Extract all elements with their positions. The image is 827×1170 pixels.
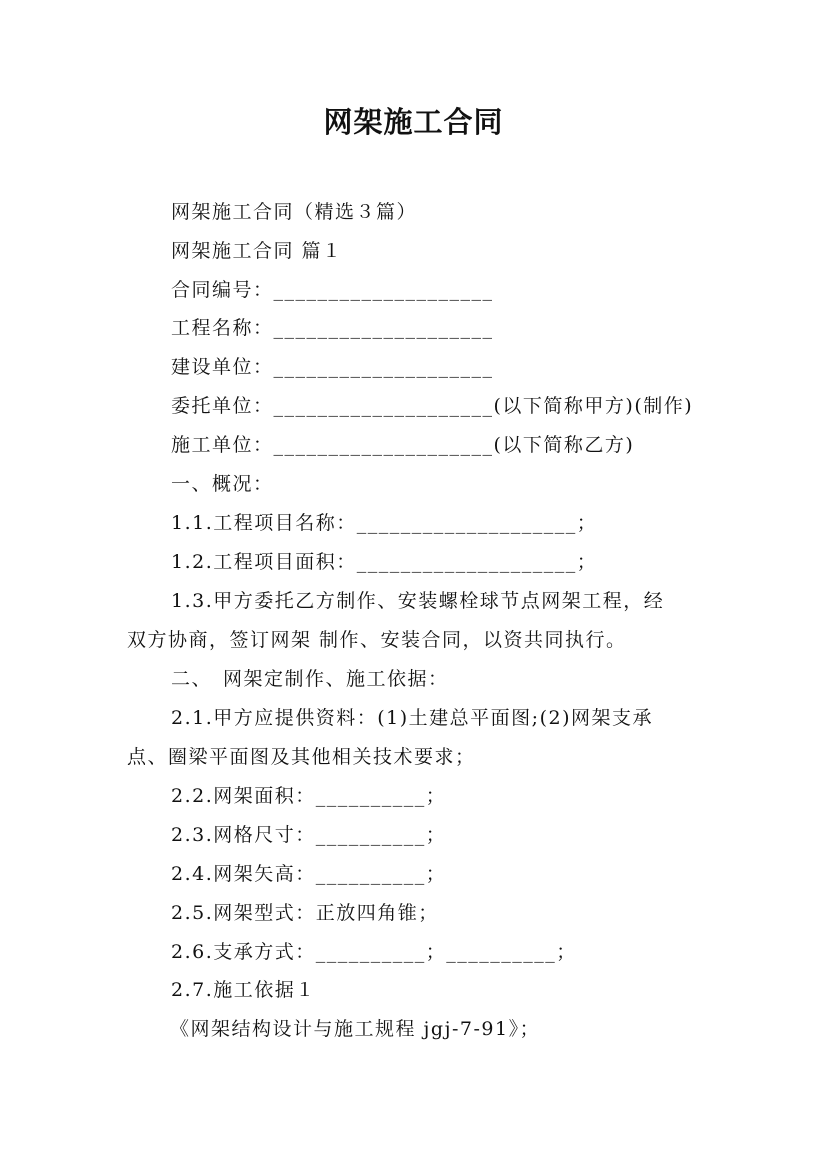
clause-2-5: 2.5.网架型式：正放四角锥；	[171, 902, 439, 924]
basis-heading: 二、 网架定制作、施工依据：	[171, 668, 449, 690]
construction-unit-line: 建设单位：____________________	[171, 356, 494, 378]
clause-2-7: 2.7.施工依据１	[171, 979, 316, 1001]
clause-1-1: 1.1.工程项目名称：____________________；	[171, 512, 598, 534]
clause-2-4: 2.4.网架矢高：__________；	[171, 863, 447, 885]
overview-heading: 一、概况：	[171, 473, 274, 495]
clause-1-3-second-line: 双方协商，签订网架 制作、安装合同，以资共同执行。	[127, 629, 627, 651]
clause-1-3-first-line: 1.3.甲方委托乙方制作、安装螺栓球节点网架工程，经	[171, 590, 665, 612]
contract-number-line: 合同编号：____________________	[171, 279, 494, 301]
clause-2-1-first-line: 2.1.甲方应提供资料：(1)土建总平面图;(2)网架支承	[171, 707, 653, 729]
document-title: 网架施工合同	[323, 105, 504, 139]
clause-2-1-second-line: 点、圈梁平面图及其他相关技术要求；	[127, 746, 476, 768]
clause-1-2: 1.2.工程项目面积：____________________；	[171, 551, 598, 573]
entrusting-unit-line: 委托单位：____________________(以下简称甲方)(制作)	[171, 395, 694, 417]
section-heading-line: 网架施工合同 篇１	[171, 240, 343, 262]
contractor-unit-line: 施工单位：____________________(以下简称乙方)	[171, 434, 635, 456]
clause-2-2: 2.2.网架面积：__________；	[171, 785, 447, 807]
subtitle-line: 网架施工合同（精选３篇）	[171, 201, 418, 223]
clause-2-3: 2.3.网格尺寸：__________；	[171, 824, 447, 846]
project-name-line: 工程名称：____________________	[171, 317, 494, 339]
clause-2-6: 2.6.支承方式：__________；__________；	[171, 941, 577, 963]
standard-reference-line: 《网架结构设计与施工规程 jgj-7-91》；	[170, 1018, 541, 1040]
